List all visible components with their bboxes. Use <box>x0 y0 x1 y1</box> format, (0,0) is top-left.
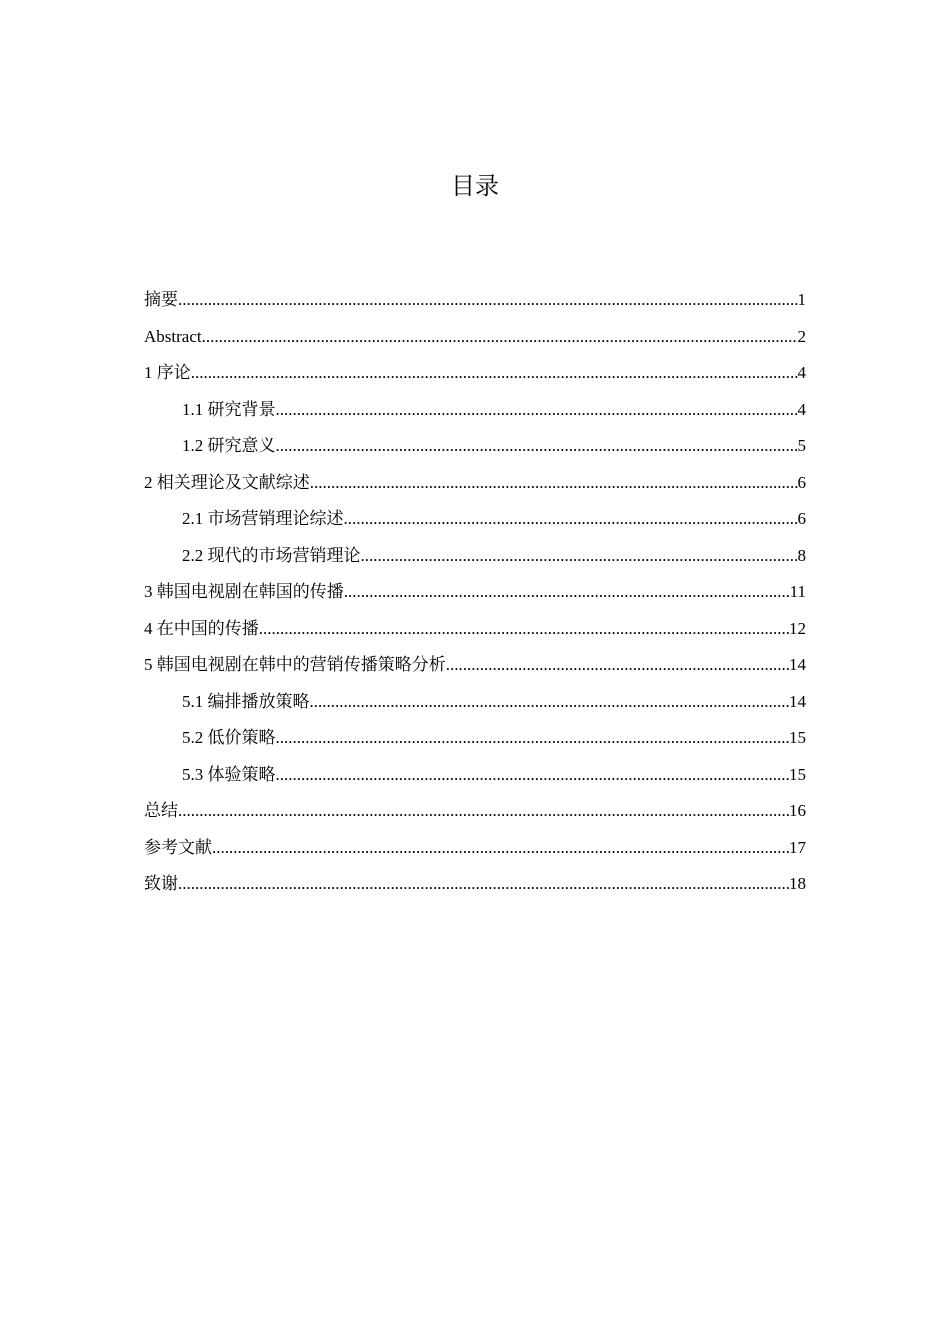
toc-page-number: 15 <box>789 764 806 784</box>
toc-entry[interactable] <box>144 538 806 575</box>
toc-dot-leader <box>310 684 790 721</box>
toc-dot-leader <box>191 355 798 392</box>
toc-entry[interactable] <box>144 428 806 465</box>
toc-entry-label: 5.1 编排播放策略 <box>182 691 310 711</box>
toc-page-number: 5 <box>797 436 806 455</box>
toc-entry-label: 1.2 研究意义 <box>182 436 276 455</box>
toc-page-number: 17 <box>789 837 806 857</box>
toc-dot-leader <box>344 574 790 611</box>
toc-page-number: 4 <box>797 399 806 419</box>
toc-page-number: 11 <box>789 582 806 601</box>
toc-entry-label: 致谢 <box>144 874 178 893</box>
toc-entry[interactable] <box>144 684 806 721</box>
toc-page-number: 1 <box>797 290 806 309</box>
toc-dot-leader <box>310 465 798 502</box>
toc-page-number: 15 <box>789 728 806 747</box>
toc-dot-leader <box>276 392 798 429</box>
toc-dot-leader <box>276 757 790 794</box>
toc-entry-label: 2 相关理论及文献综述 <box>144 472 310 492</box>
toc-page-number: 4 <box>797 363 806 382</box>
toc-entry[interactable] <box>144 757 806 794</box>
toc-entry-label: 总结 <box>144 801 178 820</box>
toc-dot-leader <box>212 830 789 867</box>
toc-page-number: 6 <box>797 472 806 492</box>
toc-dot-leader <box>276 720 790 757</box>
toc-entry[interactable] <box>144 392 806 429</box>
toc-page-number: 8 <box>797 545 806 565</box>
toc-page-number: 6 <box>797 509 806 528</box>
toc-entry[interactable] <box>144 501 806 538</box>
toc-dot-leader <box>276 428 798 465</box>
toc-entry[interactable] <box>144 720 806 757</box>
toc-dot-leader <box>178 282 798 319</box>
toc-entry-label: 参考文献 <box>144 837 212 857</box>
toc-dot-leader <box>202 319 798 356</box>
toc-dot-leader <box>446 647 789 684</box>
toc-entry-label: 摘要 <box>144 290 178 309</box>
toc-page-number: 18 <box>789 874 806 893</box>
page-title: 目录 <box>451 172 499 200</box>
toc-entry-label: 3 韩国电视剧在韩国的传播 <box>144 582 344 601</box>
toc-entry-label: Abstract <box>144 326 202 346</box>
toc-page-number: 2 <box>797 326 806 346</box>
toc-entry[interactable] <box>144 611 806 648</box>
table-of-contents <box>144 282 806 903</box>
toc-entry-label: 5 韩国电视剧在韩中的营销传播策略分析 <box>144 655 446 674</box>
toc-entry[interactable] <box>144 574 806 611</box>
toc-entry-label: 2.1 市场营销理论综述 <box>182 509 344 528</box>
toc-dot-leader <box>178 866 789 903</box>
toc-entry-label: 5.2 低价策略 <box>182 728 276 747</box>
toc-page-number: 14 <box>789 655 806 674</box>
toc-entry-label: 5.3 体验策略 <box>182 764 276 784</box>
toc-dot-leader <box>178 793 789 830</box>
toc-entry-label: 4 在中国的传播 <box>144 618 259 638</box>
toc-dot-leader <box>259 611 789 648</box>
toc-dot-leader <box>361 538 798 575</box>
toc-entry[interactable] <box>144 830 806 867</box>
toc-entry[interactable] <box>144 866 806 903</box>
toc-entry-label: 1.1 研究背景 <box>182 399 276 419</box>
toc-entry[interactable] <box>144 355 806 392</box>
toc-entry-label: 1 序论 <box>144 363 191 382</box>
toc-entry-label: 2.2 现代的市场营销理论 <box>182 545 361 565</box>
toc-page-number: 14 <box>789 691 806 711</box>
toc-entry[interactable] <box>144 793 806 830</box>
toc-entry[interactable] <box>144 282 806 319</box>
toc-entry[interactable] <box>144 647 806 684</box>
toc-entry[interactable] <box>144 465 806 502</box>
toc-entry[interactable] <box>144 319 806 356</box>
toc-page-number: 16 <box>789 801 806 820</box>
toc-dot-leader <box>344 501 798 538</box>
toc-page-number: 12 <box>789 618 806 638</box>
